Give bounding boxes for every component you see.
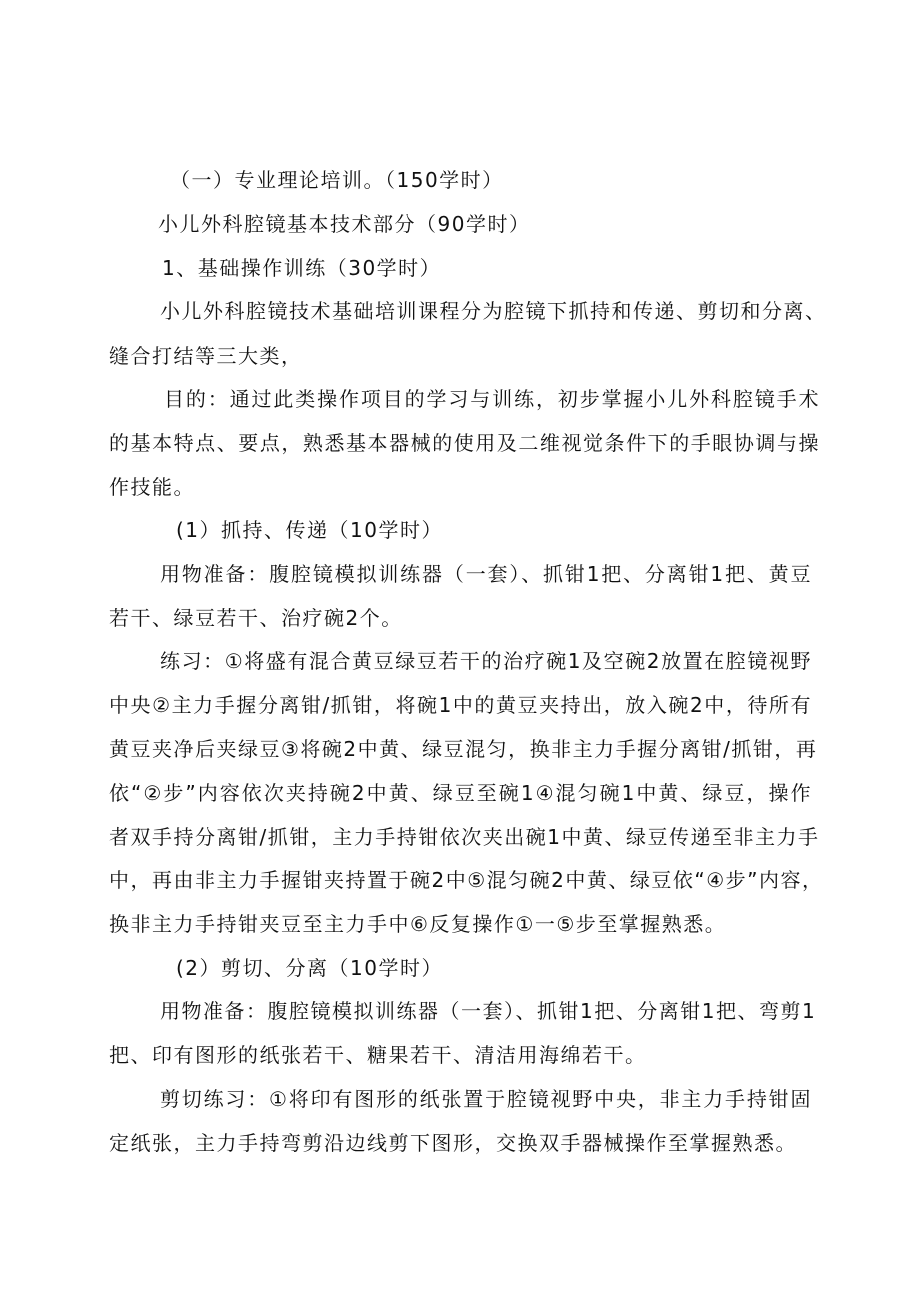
item1-practice-line-1: 练习：①将盛有混合黄豆绿豆若干的治疗碗1及空碗2放置在腔镜视野: [160, 649, 812, 673]
item1-practice-line-6: 中，再由非主力手握钳夹持置于碗2中⑤混匀碗2中黄、绿豆依“④步”内容，: [109, 868, 824, 892]
item1-materials-line-1: 用物准备：腹腔镜模拟训练器（一套）、抓钳1把、分离钳1把、黄豆: [160, 562, 812, 586]
item1-practice-line-7: 换非主力手持钳夹豆至主力手中⑥反复操作①一⑤步至掌握熟悉。: [109, 912, 727, 936]
item1-practice-line-3: 黄豆夹净后夹绿豆③将碗2中黄、绿豆混匀，换非主力手握分离钳/抓钳，再: [109, 737, 818, 761]
item2-title: (2）剪切、分离（10学时）: [176, 956, 443, 980]
intro-line-1: 小儿外科腔镜技术基础培训课程分为腔镜下抓持和传递、剪切和分离、: [160, 299, 827, 323]
item1-title: (1）抓持、传递（10学时）: [176, 518, 443, 542]
purpose-line-3: 作技能。: [109, 475, 195, 499]
item1-practice-line-5: 者双手持分离钳/抓钳，主力手持钳依次夹出碗1中黄、绿豆传递至非主力手: [109, 825, 820, 849]
item2-materials-line-2: 把、印有图形的纸张若干、糖果若干、清洁用海绵若干。: [109, 1043, 647, 1067]
subsection-heading: 小儿外科腔镜基本技术部分（90学时）: [158, 212, 531, 236]
purpose-line-2: 的基本特点、要点，熟悉基本器械的使用及二维视觉条件下的手眼协调与操: [109, 431, 820, 455]
section-heading: （一）专业理论培训。（150学时）: [170, 168, 504, 192]
item1-practice-line-4: 依“②步”内容依次夹持碗2中黄、绿豆至碗1④混匀碗1中黄、绿豆，操作: [109, 781, 812, 805]
item1-materials-line-2: 若干、绿豆若干、治疗碗2个。: [109, 606, 403, 630]
item2-materials-line-1: 用物准备：腹腔镜模拟训练器（一套）、抓钳1把、分离钳1把、弯剪1: [160, 999, 817, 1023]
section1-title: 1、基础操作训练（30学时）: [162, 256, 442, 280]
item2-cutting-line-1: 剪切练习：①将印有图形的纸张置于腔镜视野中央，非主力手持钳固: [160, 1087, 812, 1111]
item2-cutting-line-2: 定纸张，主力手持弯剪沿边线剪下图形，交换双手器械操作至掌握熟悉。: [109, 1131, 797, 1155]
purpose-line-1: 目的：通过此类操作项目的学习与训练，初步掌握小儿外科腔镜手术: [164, 387, 820, 411]
item1-practice-line-2: 中央②主力手握分离钳/抓钳，将碗1中的黄豆夹持出，放入碗2中，待所有: [109, 693, 812, 717]
intro-line-2: 缝合打结等三大类，: [109, 344, 303, 368]
